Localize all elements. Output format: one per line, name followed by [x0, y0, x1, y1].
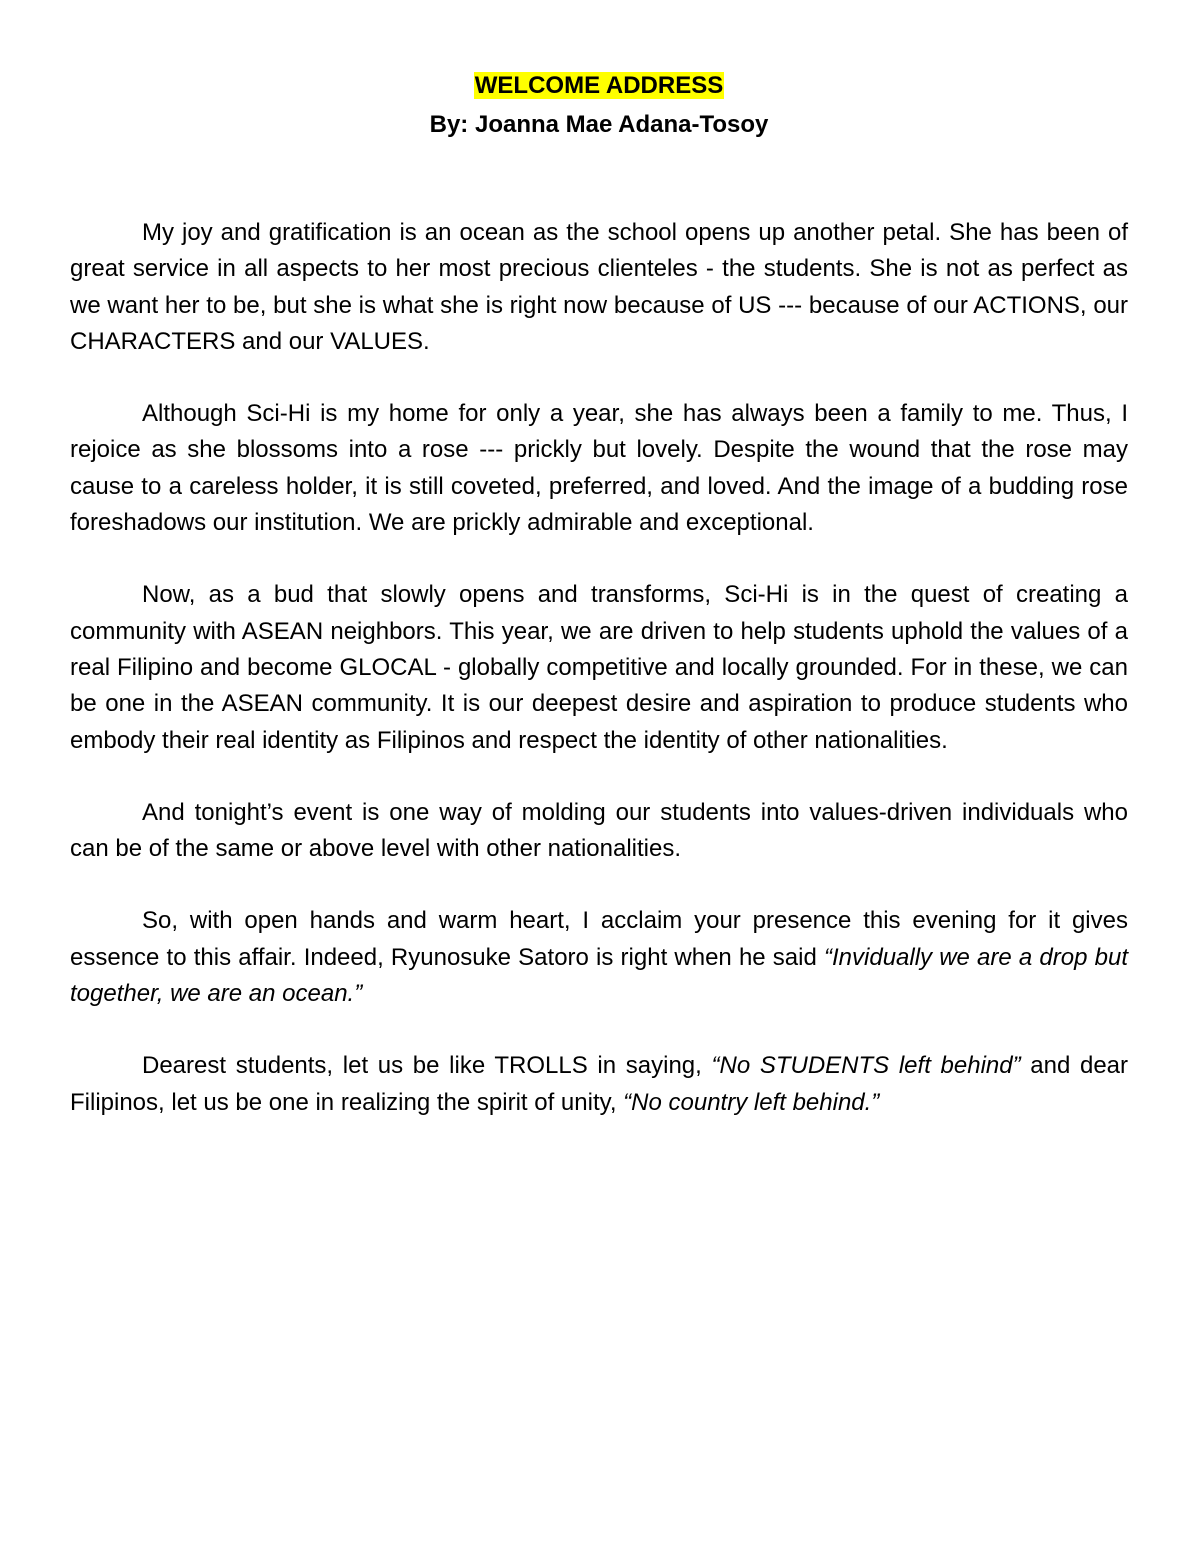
- paragraph-5-text: So, with open hands and warm heart, I acclaim your presence this evening for it gives essence to this affair. Indeed, Ryunosuke Satoro is right when he said: [70, 907, 1128, 971]
- title-line: [70, 68, 1128, 107]
- document-page: [70, 68, 1128, 1121]
- document-title: WELCOME ADDRESS: [474, 72, 724, 99]
- paragraph-4: And tonight’s event is one way of molding our students into values-driven individuals who can be of the same or above level with other nationalities.: [70, 798, 1128, 863]
- paragraph-1: My joy and gratification is an ocean as the school opens up another petal. She has been of great service in all aspects to her most precious clienteles - the students. She is not as perfect as we want her to be, but she is what she is right now because of US --- because of our ACTIONS, our CHARACTERS and our VALUES.: [70, 219, 1128, 355]
- paragraph-6-text-a: Dearest students, let us be like TROLLS in saying,: [142, 1052, 712, 1080]
- satoro-quote: “Invidually we are a drop but together, we are an ocean.”: [70, 943, 1128, 1008]
- students-quote: “No STUDENTS left behind”: [711, 1052, 1021, 1080]
- author-byline: By: Joanna Mae Adana-Tosoy: [429, 111, 769, 138]
- paragraph-3: Now, as a bud that slowly opens and transforms, Sci-Hi is in the quest of creating a community with ASEAN neighbors. This year, we are driven to help students uphold the values of a real Filipino and become GLOCAL - globally competitive and locally grounded. For in these, we can be one in the ASEAN community. It is our deepest desire and aspiration to produce students who embody their real identity as Filipinos and respect the identity of other nationalities.: [70, 581, 1128, 754]
- paragraph-6: [70, 1048, 1128, 1121]
- paragraph-2: Although Sci-Hi is my home for only a year, she has always been a family to me. Thus, I rejoice as she blossoms into a rose --- prickly but lovely. Despite the wound that the rose may cause to a careless holder, it is still coveted, preferred, and loved. And the image of a budding rose foreshadows our institution. We are prickly admirable and exceptional.: [70, 400, 1128, 537]
- paragraph-5: [70, 903, 1128, 1012]
- country-quote: “No country left behind.”: [623, 1088, 880, 1116]
- paragraph-6-text-b: and dear Filipinos, let us be one in realizing the spirit of unity,: [70, 1052, 1129, 1116]
